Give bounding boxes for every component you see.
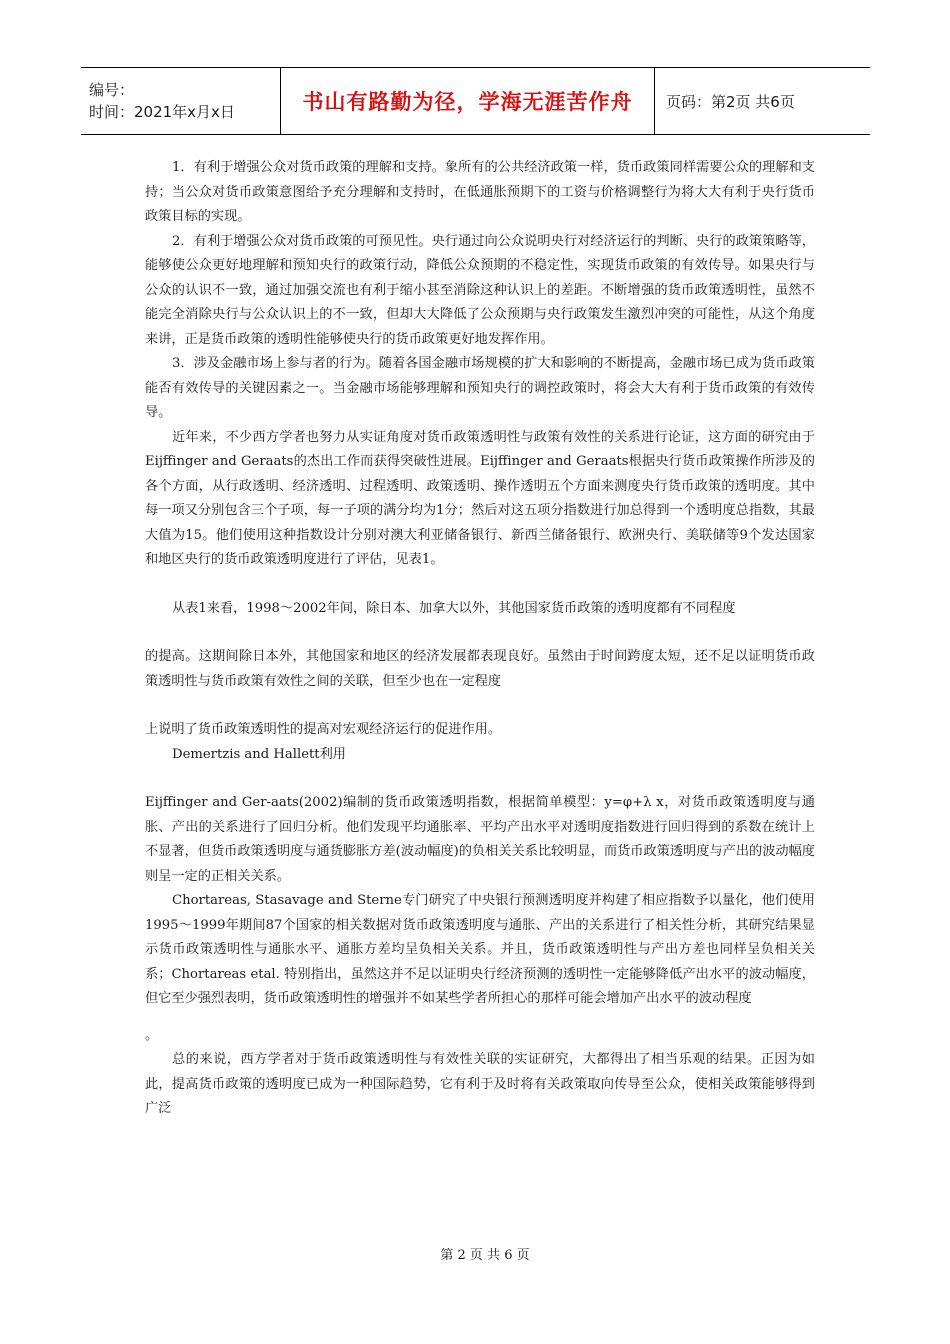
- body-paragraph-3: 3．涉及金融市场上参与者的行为。随着各国金融市场规模的扩大和影响的不断提高，金融市场已成为货币政策能否有效传导的关键因素之一。当金融市场能够理解和预知央行的调控政策时，将会大大有利于货币政策的有效传导。: [145, 356, 815, 420]
- document-body: [145, 156, 815, 1122]
- page-footer: 第 2 页 共 6 页: [440, 1248, 530, 1263]
- header-meta: [81, 68, 281, 134]
- body-paragraph-9: Eijffinger and Ger-aats(2002)编制的货币政策透明指数，根据简单模型：y=φ+λ x，对货币政策透明度与通胀、产出的关系进行了回归分析。他们发现平均通胀率、平均产出水平对透明度指数进行回归得到的系数在统计上不显著，但货币政策透明度与通货膨胀方差(波动幅度)的负相关关系比较明显，而货币政策透明度与产出的波动幅度则呈一定的正相关关系。: [145, 795, 815, 884]
- header-page-cell: [655, 68, 870, 134]
- document-number-label: 编号：: [89, 81, 135, 99]
- header-page-number: 页码：第2页 共6页: [666, 92, 795, 111]
- body-paragraph-5: 从表1来看，1998～2002年间，除日本、加拿大以外，其他国家货币政策的透明度都有不同程度: [172, 600, 736, 616]
- document-header: [81, 67, 870, 135]
- body-paragraph-10: Chortareas, Stasavage and Sterne专门研究了中央银行预测透明度并构建了相应指数予以量化，他们使用1995～1999年期间87个国家的相关数据对货币政策透明度与通胀、产出的关系进行了相关性分析，其研究结果显示货币政策透明性与通胀水平、通胀方差均呈负相关关系。并且，货币政策透明性与产出方差也同样呈负相关关系；Chortareas etal. 特别指出，虽然这并不足以证明央行经济预测的透明性一定能够降低产出水平的波动幅度，但它至少强烈表明，货币政策透明性的增强并不如某些学者所担心的那样可能会增加产出水平的波动程度: [145, 893, 815, 1006]
- document-time-label: 时间：2021年x月x日: [89, 103, 235, 121]
- body-paragraph-8: Demertzis and Hallett利用: [172, 746, 346, 762]
- body-paragraph-2: 2．有利于增强公众对货币政策的可预见性。央行通过向公众说明央行对经济运行的判断、央行的政策策略等，能够使公众更好地理解和预知央行的政策行动，降低公众预期的不稳定性，实现货币政策的有效传导。如果央行与公众的认识不一致，通过加强交流也有利于缩小甚至消除这种认识上的差距。不断增强的货币政策透明性，虽然不能完全消除央行与公众认识上的不一致，但却大大降低了公众预期与央行政策发生激烈冲突的可能性，从这个角度来讲，正是货币政策的透明性能够使央行的货币政策更好地发挥作用。: [145, 233, 815, 347]
- body-paragraph-12: 总的来说，西方学者对于货币政策透明性与有效性关联的实证研究，大都得出了相当乐观的结果。正因为如此，提高货币政策的透明度已成为一种国际趋势，它有利于及时将有关政策取向传导至公众，使相关政策能够得到广泛: [145, 1052, 815, 1116]
- body-paragraph-4: 近年来，不少西方学者也努力从实证角度对货币政策透明性与政策有效性的关系进行论证，这方面的研究由于Eijffinger and Geraats的杰出工作而获得突破性进展。Eijffinger and Geraats根据央行货币政策操作所涉及的各个方面，从行政透明、经济透明、过程透明、政策透明、操作透明五个方面来测度央行货币政策的透明度。其中每一项又分别包含三个子项，每一子项的满分均为1分；然后对这五项分指数进行加总得到一个透明度总指数，其最大值为15。他们使用这种指数设计分别对澳大利亚储备银行、新西兰储备银行、欧洲央行、美联储等9个发达国家和地区央行的货币政策透明度进行了评估，见表1。: [145, 429, 815, 567]
- header-motto: 书山有路勤为径，学海无涯苦作舟: [302, 90, 633, 114]
- body-paragraph-11: 。: [145, 1027, 159, 1043]
- header-motto-cell: [281, 68, 655, 134]
- body-paragraph-6: 的提高。这期间除日本外，其他国家和地区的经济发展都表现良好。虽然由于时间跨度太短，还不足以证明货币政策透明性与货币政策有效性之间的关联，但至少也在一定程度: [145, 649, 815, 689]
- body-paragraph-7: 上说明了货币政策透明性的提高对宏观经济运行的促进作用。: [145, 722, 502, 737]
- body-paragraph-1: 1．有利于增强公众对货币政策的理解和支持。象所有的公共经济政策一样，货币政策同样需要公众的理解和支持；当公众对货币政策意图给予充分理解和支持时，在低通胀预期下的工资与价格调整行为将大大有利于央行货币政策目标的实现。: [145, 160, 815, 224]
